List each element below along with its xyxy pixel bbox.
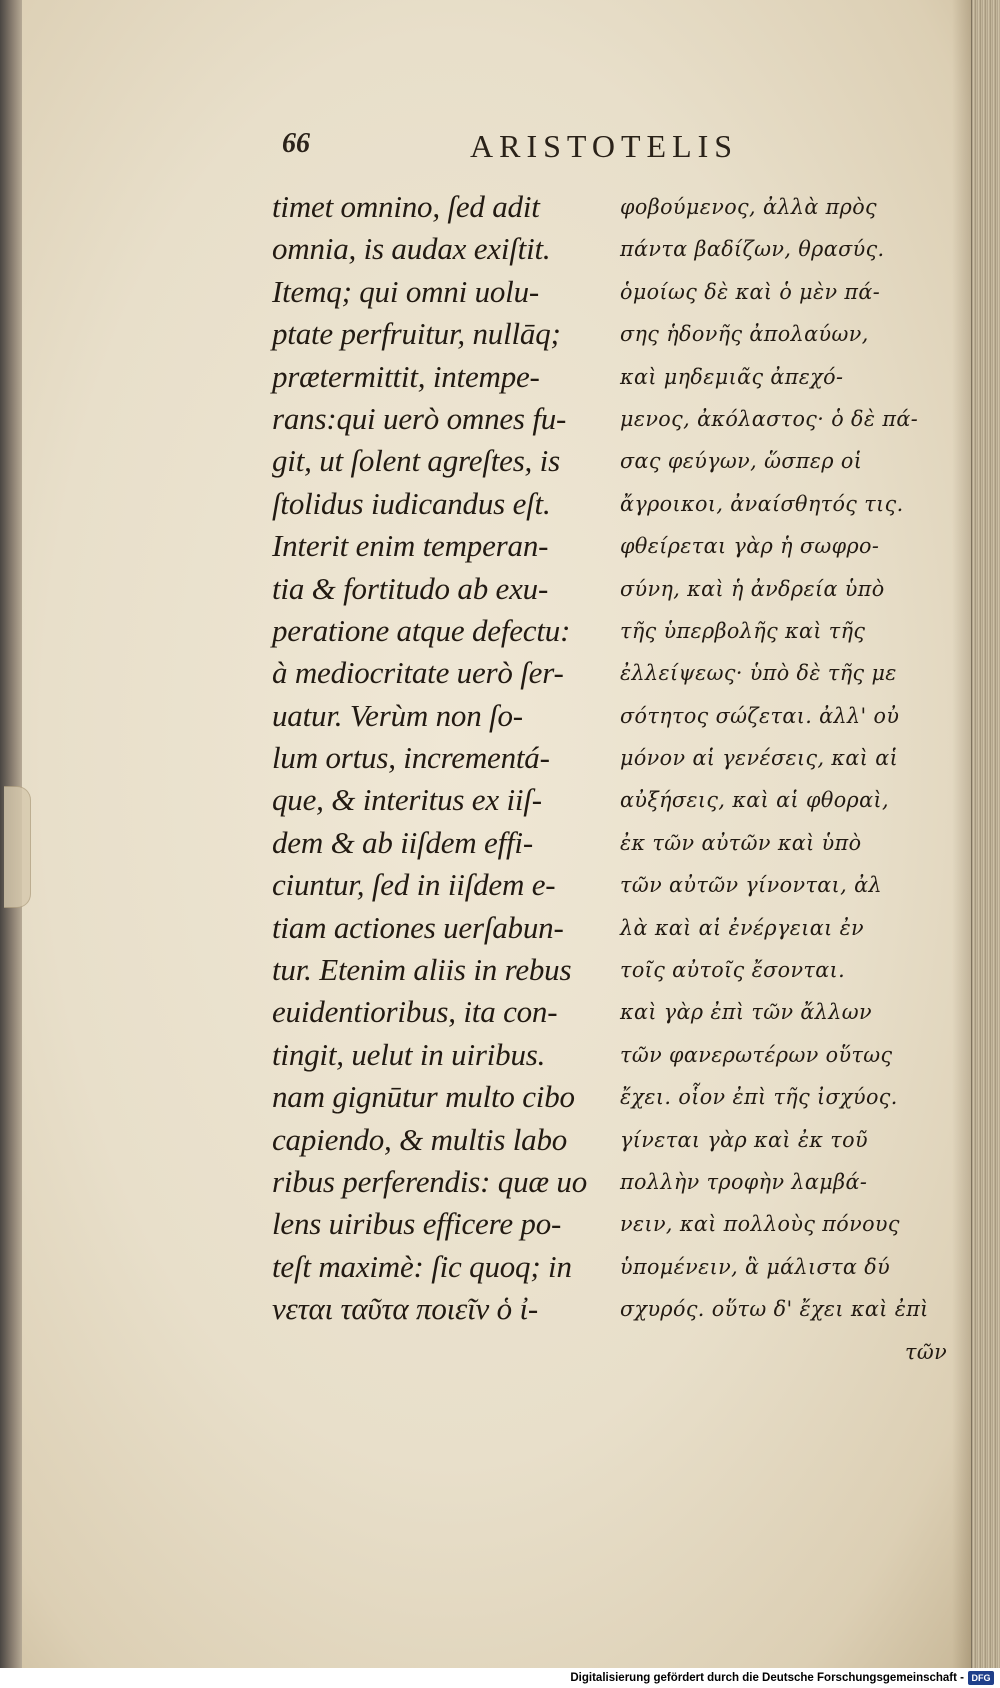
latin-text-line: lens uiribus efficere po-	[272, 1206, 562, 1242]
greek-text-line: ἔχει. οἷον ἐπὶ τῆς ἰσχύος.	[620, 1085, 898, 1110]
latin-text-line: git, ut ſolent agreſtes, is	[272, 443, 560, 479]
latin-text-line: tingit, uelut in uiribus.	[272, 1036, 546, 1072]
greek-text-line: αὐξήσεις, καὶ αἱ φθοραὶ,	[620, 788, 889, 813]
latin-text-line: teſt maximè: ſic quoq; in	[272, 1248, 572, 1284]
greek-text-line: πολλὴν τροφὴν λαμβά-	[620, 1169, 868, 1194]
latin-text-line: νεται ταῦτα ποιεῖν ὁ ἰ-	[272, 1291, 538, 1327]
latin-text-line: dem & ab iiſdem effi-	[272, 824, 533, 860]
page-title: ARISTOTELIS	[470, 128, 739, 164]
running-head	[0, 128, 1000, 168]
greek-column	[620, 186, 955, 1373]
latin-text-line: timet omnino, ſed adit	[272, 189, 540, 224]
dfg-logo-icon: DFG	[968, 1671, 994, 1685]
greek-text-line: σύνη, καὶ ἡ ἀνδρεία ὑπὸ	[620, 576, 885, 601]
page-number: 66	[282, 128, 310, 159]
latin-text-line: capiendo, & multis labo	[272, 1121, 568, 1157]
latin-text-line: lum ortus, incrementá-	[272, 740, 550, 776]
greek-text-line: μόνον αἱ γενέσεις, καὶ αἱ	[620, 746, 899, 771]
greek-text-line: νειν, καὶ πολλοὺς πόνους	[620, 1212, 900, 1237]
latin-text-line: ptate perfruitur, nullāq;	[272, 316, 561, 352]
greek-text-line: ἄγροικοι, ἀναίσθητός τις.	[620, 491, 904, 516]
latin-text-line: tur. Etenim aliis in rebus	[272, 952, 572, 988]
greek-text-line: λὰ καὶ αἱ ἐνέργειαι ἐν	[620, 915, 865, 940]
greek-text-line: πάντα βαδίζων, θρασύς.	[620, 237, 885, 262]
latin-text-line: Interit enim temperan-	[272, 528, 549, 564]
page-tab-mark	[4, 786, 31, 908]
latin-text-line: Itemq; qui omni uolu-	[272, 273, 540, 309]
latin-text-line: ſtolidus iudicandus eſt.	[272, 485, 551, 521]
greek-text-line: γίνεται γὰρ καὶ ἐκ τοῦ	[620, 1127, 868, 1152]
greek-text-line: τῶν αὐτῶν γίνονται, ἀλ	[620, 873, 882, 898]
fore-edge-pages	[971, 0, 1000, 1668]
greek-text-line: φθείρεται γὰρ ἡ σωφρο-	[620, 534, 880, 559]
greek-text-line: τῶν	[905, 1339, 948, 1364]
latin-text-line: uatur. Verùm non ſo-	[272, 697, 523, 733]
greek-text-line: ἐκ τῶν αὐτῶν καὶ ὑπὸ	[620, 830, 862, 855]
latin-text-line: rans:qui uerò omnes fu-	[272, 400, 567, 436]
latin-text-line: nam gignūtur multo cibo	[272, 1079, 575, 1115]
greek-text-line: ὁμοίως δὲ καὶ ὁ μὲν πά-	[620, 279, 881, 304]
greek-text-line: ἐλλείψεως· ὑπὸ δὲ τῆς με	[620, 661, 897, 686]
greek-text-line: σότητος σώζεται. ἀλλ' οὐ	[620, 703, 900, 728]
greek-text-line: τῆς ὑπερβολῆς καὶ τῆς	[620, 618, 866, 643]
latin-column	[272, 186, 612, 1331]
latin-text-line: tiam actiones uerſabun-	[272, 909, 564, 945]
latin-text-line: prætermittit, intempe-	[272, 358, 540, 394]
greek-text-line: σας φεύγων, ὥσπερ οἱ	[620, 449, 863, 474]
greek-text-line: φοβούμενος, ἀλλὰ πρὸς	[620, 195, 878, 219]
latin-text-line: tia & fortitudo ab exu-	[272, 570, 549, 606]
latin-text-line: peratione atque defectu:	[272, 612, 571, 648]
greek-text-line: τοῖς αὐτοῖς ἔσονται.	[620, 958, 846, 983]
latin-text-line: ribus perferendis: quæ uo	[272, 1163, 588, 1199]
latin-text-line: que, & interitus ex iiſ-	[272, 782, 542, 818]
digitization-footer	[0, 1668, 1000, 1688]
latin-text-line: à mediocritate uerò ſer-	[272, 655, 564, 691]
greek-text-line: σχυρός. οὕτω δ' ἔχει καὶ ἐπὶ	[620, 1297, 929, 1322]
greek-text-line: καὶ γὰρ ἐπὶ τῶν ἄλλων	[620, 1000, 873, 1025]
greek-text-line: καὶ μηδεμιᾶς ἀπεχό-	[620, 364, 844, 389]
greek-text-line: ὑπομένειν, ἃ μάλιστα δύ	[620, 1254, 891, 1279]
greek-text-line: τῶν φανερωτέρων οὕτως	[620, 1042, 893, 1067]
page-curl-shadow	[952, 0, 972, 1668]
latin-text-line: omnia, is audax exiſtit.	[272, 231, 551, 267]
latin-text-line: euidentioribus, ita con-	[272, 994, 558, 1030]
greek-text-line: σης ἡδονῆς ἀπολαύων,	[620, 322, 869, 347]
funding-notice: Digitalisierung gefördert durch die Deutsche Forschungsgemeinschaft -	[570, 1672, 964, 1684]
greek-text-line: μενος, ἀκόλαστος· ὁ δὲ πά-	[620, 406, 919, 431]
latin-text-line: ciuntur, ſed in iiſdem e-	[272, 867, 556, 903]
